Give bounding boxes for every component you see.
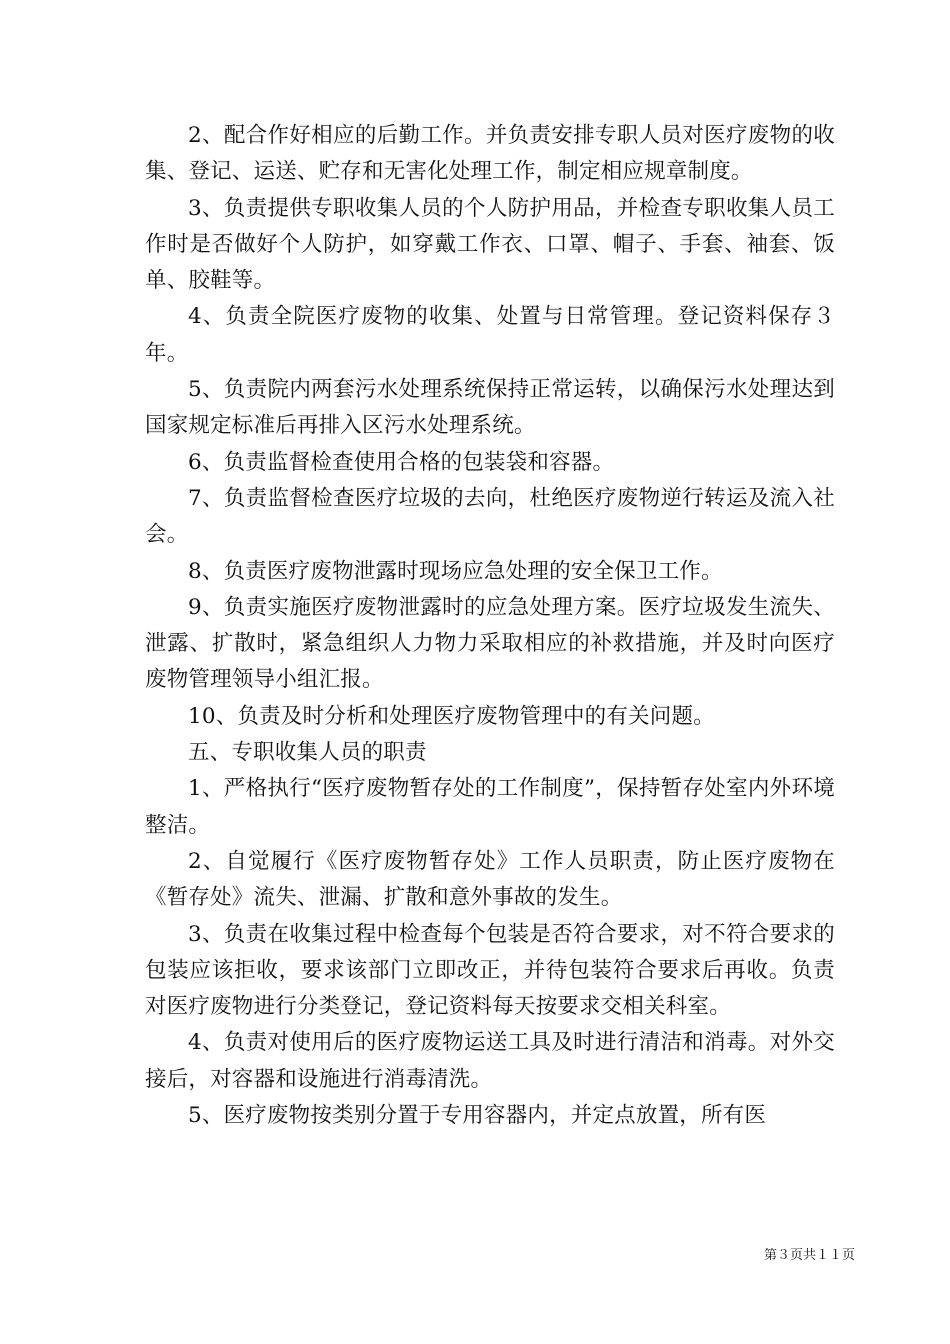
section-heading: 五、专职收集人员的职责 xyxy=(188,740,427,766)
paragraph-item-8: 8、负责医疗废物泄露时现场应急处理的安全保卫工作。 xyxy=(188,558,723,584)
duty-item-5: 5、医疗废物按类别分置于专用容器内，并定点放置，所有医 xyxy=(188,1103,767,1129)
paragraph-item-9: 9、负责实施医疗废物泄露时的应急处理方案。医疗垃圾发生流失、泄露、扩散时，紧急组织人力物力采取相应的补救措施，并及时向医疗废物管理领导小组汇报。 xyxy=(145,594,835,693)
duty-item-3: 3、负责在收集过程中检查每个包装是否符合要求，对不符合要求的包装应该拒收，要求该部门立即改正，并待包装符合要求后再收。负责对医疗废物进行分类登记，登记资料每天按要求交相关科室。 xyxy=(145,921,835,1020)
duty-item-4: 4、负责对使用后的医疗废物运送工具及时进行清洁和消毒。对外交接后，对容器和设施进行消毒清洗。 xyxy=(145,1030,835,1092)
paragraph-item-10: 10、负责及时分析和处理医疗废物管理中的有关问题。 xyxy=(188,703,715,729)
paragraph-item-5: 5、负责院内两套污水处理系统保持正常运转，以确保污水处理达到国家规定标准后再排入区污水处理系统。 xyxy=(145,377,835,439)
paragraph-item-7: 7、负责监督检查医疗垃圾的去向，杜绝医疗废物逆行转运及流入社会。 xyxy=(145,485,835,548)
document-body xyxy=(145,118,835,1134)
paragraph-item-2: 2、配合作好相应的后勤工作。并负责安排专职人员对医疗废物的收集、登记、运送、贮存和无害化处理工作，制定相应规章制度。 xyxy=(145,123,835,185)
paragraph-item-3: 3、负责提供专职收集人员的个人防护用品，并检查专职收集人员工作时是否做好个人防护，如穿戴工作衣、口罩、帽子、手套、袖套、饭单、胶鞋等。 xyxy=(145,195,835,294)
page-number-footer: 第３页共１１页 xyxy=(763,1248,855,1263)
duty-item-1: 1、严格执行“医疗废物暂存处的工作制度”，保持暂存处室内外环境整洁。 xyxy=(145,776,835,838)
paragraph-item-4: 4、负责全院医疗废物的收集、处置与日常管理。登记资料保存３年。 xyxy=(145,304,835,366)
paragraph-item-6: 6、负责监督检查使用合格的包装袋和容器。 xyxy=(188,449,615,475)
duty-item-2: 2、自觉履行《医疗废物暂存处》工作人员职责，防止医疗废物在《暂存处》流失、泄漏、扩散和意外事故的发生。 xyxy=(145,848,835,911)
